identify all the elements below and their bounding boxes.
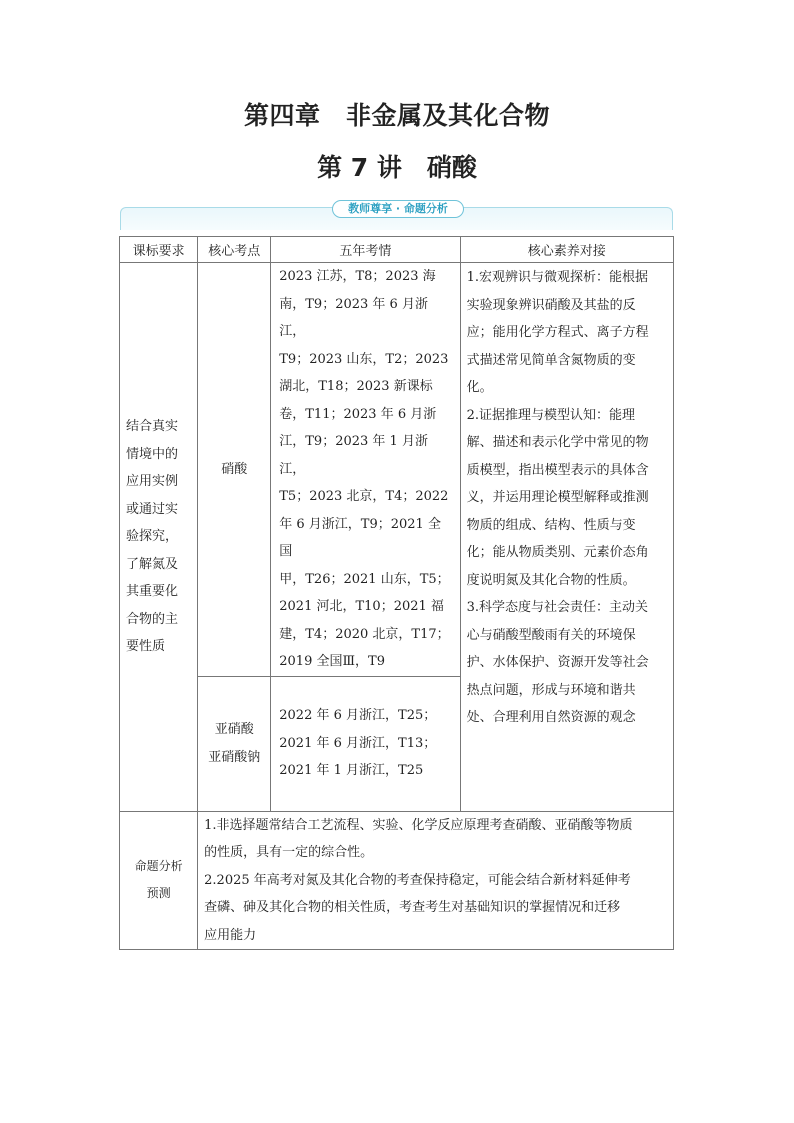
text-line: 2019 全国Ⅲ，T9 xyxy=(279,654,385,669)
lecture-title: 第 7 讲 硝酸 xyxy=(317,153,477,182)
text-line: 建，T4；2020 北京，T17； xyxy=(279,626,450,642)
text-line: T5；2023 北京，T4；2022 xyxy=(279,489,449,504)
text-line: 应；能用化学方程式、离子方程 xyxy=(466,325,649,340)
table-row xyxy=(120,263,674,677)
text-line: 要性质 xyxy=(126,639,166,654)
text-line: T9；2023 山东，T2；2023 xyxy=(279,351,449,367)
text-line: 甲，T26；2021 山东，T5； xyxy=(279,571,450,587)
text-line: 情境中的 xyxy=(126,446,179,462)
text-line: 2021 河北，T10；2021 福 xyxy=(279,599,444,614)
text-line: 处、合理利用自然资源的观念 xyxy=(466,710,636,725)
text-line: 验探究， xyxy=(126,529,179,544)
text-line: 结合真实 xyxy=(126,419,179,434)
core-point-nitrous-acid xyxy=(198,676,271,811)
text-line: 查磷、砷及其化合物的相关性质，考查考生对基础知识的掌握情况和迁移 xyxy=(204,900,621,915)
text-line: 亚硝酸 xyxy=(214,722,254,737)
text-line: 卷，T11；2023 年 6 月浙 xyxy=(279,406,437,422)
exam-history-nitric-acid xyxy=(271,263,460,677)
table-header-row xyxy=(120,237,674,263)
table-row xyxy=(120,811,674,950)
text-line: 硝酸 xyxy=(221,461,248,477)
text-line: 年 6 月浙江，T9；2021 全国 xyxy=(279,516,441,559)
text-line: 1.宏观辨识与微观探析：能根据 xyxy=(466,270,648,285)
text-line: 亚硝酸钠 xyxy=(208,749,261,765)
text-line: 2.证据推理与模型认知：能理 xyxy=(466,407,635,423)
chapter-title: 第四章 非金属及其化合物 xyxy=(243,101,550,130)
exam-history-nitrous-acid xyxy=(271,676,460,811)
text-line: 2022 年 6 月浙江，T25； xyxy=(279,708,437,724)
requirement-cell xyxy=(120,263,198,812)
text-line: 化。 xyxy=(466,380,493,395)
text-line: 式描述常见简单含氮物质的变 xyxy=(466,352,636,368)
text-line: 了解氮及 xyxy=(126,556,179,572)
text-line: 1.非选择题常结合工艺流程、实验、化学反应原理考查硝酸、亚硝酸等物质 xyxy=(204,817,633,833)
text-line: 质模型，指出模型表示的具体含 xyxy=(466,462,649,478)
header-requirement: 课标要求 xyxy=(120,237,198,263)
text-line: 义，并运用理论模型解释或推测 xyxy=(466,490,649,505)
core-point-nitric-acid xyxy=(198,263,271,677)
text-line: 或通过实 xyxy=(126,501,179,517)
text-line: 其重要化 xyxy=(126,584,179,599)
text-line: 南，T9；2023 年 6 月浙江， xyxy=(279,296,428,339)
header-literacy: 核心素养对接 xyxy=(460,237,673,263)
text-line: 命题分析 xyxy=(134,859,183,874)
header-exam-history: 五年考情 xyxy=(271,237,460,263)
text-line: 护、水体保护、资源开发等社会 xyxy=(466,655,649,670)
text-line: 预测 xyxy=(146,886,171,901)
section-banner-label: 教师尊享 · 命题分析 xyxy=(332,200,464,218)
literacy-cell xyxy=(460,263,673,812)
text-line: 2021 年 1 月浙江，T25 xyxy=(279,763,424,779)
text-line: 合物的主 xyxy=(126,611,179,627)
text-line: 物质的组成、结构、性质与变 xyxy=(466,517,636,533)
text-line: 2023 江苏，T8；2023 海 xyxy=(279,269,436,284)
header-core-point: 核心考点 xyxy=(198,237,271,263)
text-line: 应用能力 xyxy=(204,927,257,943)
text-line: 应用实例 xyxy=(126,474,179,489)
analysis-table xyxy=(119,236,674,950)
text-line: 湖北，T18；2023 新课标 xyxy=(279,379,433,394)
text-line: 解、描述和表示化学中常见的物 xyxy=(466,435,649,450)
text-line: 2.2025 年高考对氮及其化合物的考查保持稳定，可能会结合新材料延伸考 xyxy=(204,872,631,888)
text-line: 度说明氮及其化合物的性质。 xyxy=(466,572,636,588)
text-line: 3.科学态度与社会责任：主动关 xyxy=(466,600,648,615)
text-line: 江，T9；2023 年 1 月浙江， xyxy=(279,434,428,477)
text-line: 实验现象辨识硝酸及其盐的反 xyxy=(466,297,636,313)
text-line: 化；能从物质类别、元素价态角 xyxy=(466,545,649,560)
text-line: 2021 年 6 月浙江，T13； xyxy=(279,735,437,751)
text-line: 热点问题，形成与环境和谐共 xyxy=(466,682,636,698)
text-line: 的性质，具有一定的综合性。 xyxy=(204,845,374,860)
prediction-label xyxy=(120,811,198,950)
prediction-text xyxy=(198,811,674,950)
text-line: 心与硝酸型酸雨有关的环境保 xyxy=(466,627,636,643)
